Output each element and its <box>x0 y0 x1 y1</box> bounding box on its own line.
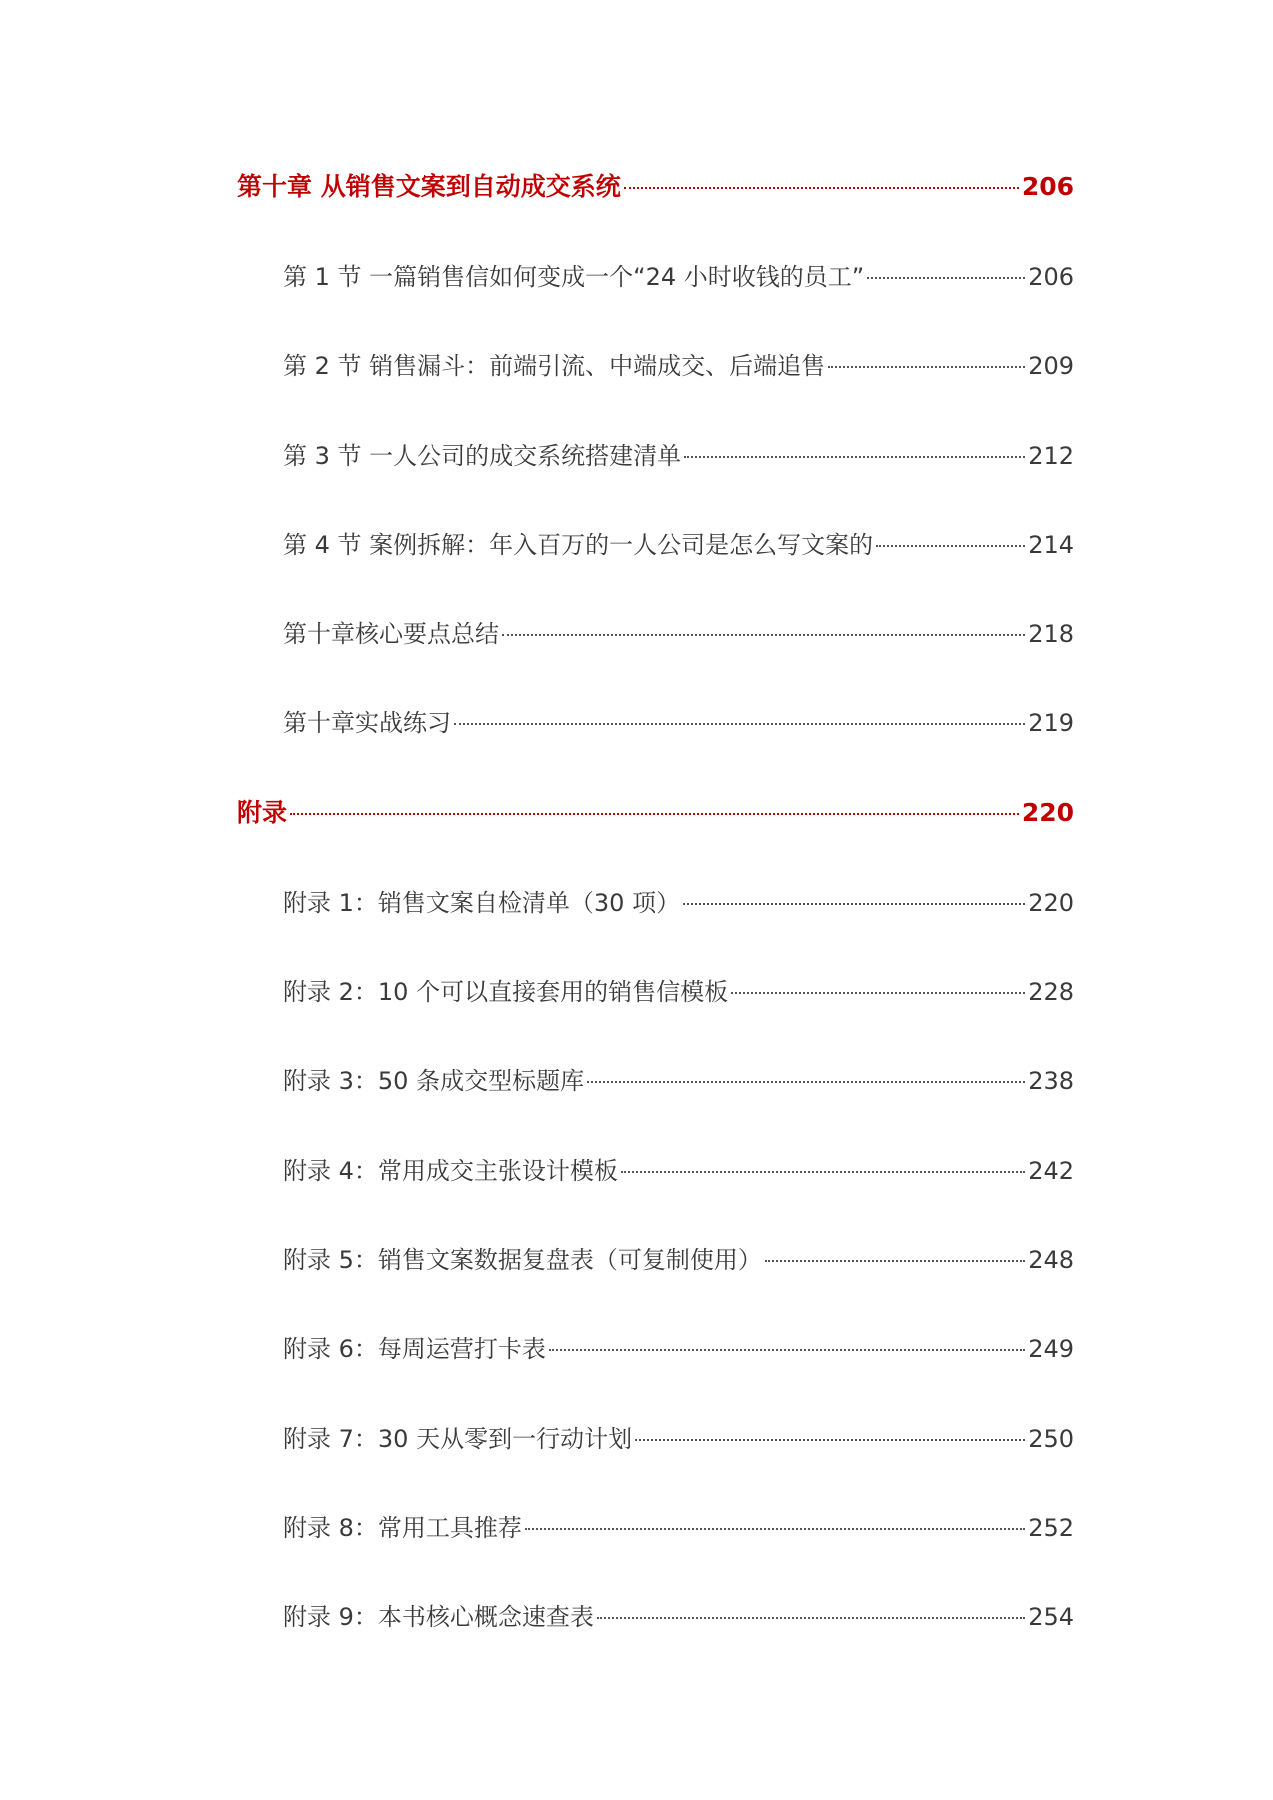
toc-page-number: 220 <box>1021 798 1074 827</box>
toc-section-4[interactable] <box>283 525 1074 565</box>
toc-page-number: 242 <box>1028 1157 1074 1185</box>
toc-appendix[interactable] <box>237 793 1074 833</box>
toc-leader-dots <box>597 1617 1025 1619</box>
toc-page-number: 254 <box>1028 1603 1074 1631</box>
toc-section-1[interactable] <box>283 257 1074 297</box>
toc-appendix-9[interactable] <box>283 1597 1074 1637</box>
toc-leader-dots <box>876 545 1025 547</box>
toc-section-practice[interactable] <box>283 703 1074 743</box>
toc-leader-dots <box>867 277 1025 279</box>
toc-section-2[interactable] <box>283 346 1074 386</box>
toc-page-number: 228 <box>1028 978 1074 1006</box>
toc-page-number: 220 <box>1028 889 1074 917</box>
toc-leader-dots <box>454 723 1025 725</box>
toc-appendix-1[interactable] <box>283 883 1074 923</box>
toc-page-number: 206 <box>1021 172 1074 201</box>
toc-page-number: 219 <box>1028 709 1074 737</box>
toc-section-title: 附录 4：常用成交主张设计模板 <box>283 1157 618 1185</box>
toc-section-title: 附录 7：30 天从零到一行动计划 <box>283 1425 633 1453</box>
toc-chapter-title: 附录 <box>237 798 288 827</box>
toc-page-number: 238 <box>1028 1067 1074 1095</box>
toc-page-number: 218 <box>1028 620 1074 648</box>
toc-section-3[interactable] <box>283 436 1074 476</box>
toc-page-number: 209 <box>1028 352 1074 380</box>
toc-section-title: 第十章实战练习 <box>283 709 451 737</box>
toc-leader-dots <box>549 1349 1025 1351</box>
toc-section-title: 附录 8：常用工具推荐 <box>283 1514 522 1542</box>
toc-chapter-10[interactable] <box>237 167 1074 207</box>
toc-section-title: 第 4 节 案例拆解：年入百万的一人公司是怎么写文案的 <box>283 531 874 559</box>
toc-page-number: 206 <box>1028 263 1074 291</box>
toc-page-number: 252 <box>1028 1514 1074 1542</box>
toc-leader-dots <box>765 1260 1025 1262</box>
toc-section-title: 附录 5：销售文案数据复盘表（可复制使用） <box>283 1246 762 1274</box>
toc-appendix-3[interactable] <box>283 1061 1074 1101</box>
toc-leader-dots <box>624 187 1019 189</box>
toc-leader-dots <box>290 813 1019 815</box>
toc-page-number: 249 <box>1028 1335 1074 1363</box>
toc-section-title: 附录 2：10 个可以直接套用的销售信模板 <box>283 978 729 1006</box>
toc-section-title: 第 2 节 销售漏斗：前端引流、中端成交、后端追售 <box>283 352 826 380</box>
toc-leader-dots <box>828 366 1025 368</box>
toc-appendix-6[interactable] <box>283 1329 1074 1369</box>
toc-leader-dots <box>635 1439 1025 1441</box>
toc-section-title: 附录 6：每周运营打卡表 <box>283 1335 546 1363</box>
toc-page-number: 248 <box>1028 1246 1074 1274</box>
toc-leader-dots <box>731 992 1025 994</box>
toc-page-number: 212 <box>1028 442 1074 470</box>
toc-page-number: 214 <box>1028 531 1074 559</box>
toc-appendix-8[interactable] <box>283 1508 1074 1548</box>
toc-appendix-4[interactable] <box>283 1151 1074 1191</box>
toc-leader-dots <box>525 1528 1025 1530</box>
toc-section-title: 附录 9：本书核心概念速查表 <box>283 1603 594 1631</box>
toc-appendix-2[interactable] <box>283 972 1074 1012</box>
toc-section-title: 附录 1：销售文案自检清单（30 项） <box>283 889 681 917</box>
toc-leader-dots <box>587 1081 1025 1083</box>
toc-section-title: 第 3 节 一人公司的成交系统搭建清单 <box>283 442 682 470</box>
toc-appendix-5[interactable] <box>283 1240 1074 1280</box>
toc-section-title: 附录 3：50 条成交型标题库 <box>283 1067 585 1095</box>
toc-leader-dots <box>502 634 1025 636</box>
toc-page-number: 250 <box>1028 1425 1074 1453</box>
toc-section-title: 第十章核心要点总结 <box>283 620 499 648</box>
toc-section-title: 第 1 节 一篇销售信如何变成一个“24 小时收钱的员工” <box>283 263 865 291</box>
toc-appendix-7[interactable] <box>283 1419 1074 1459</box>
toc-leader-dots <box>683 903 1025 905</box>
toc-section-summary[interactable] <box>283 614 1074 654</box>
toc-chapter-title: 第十章 从销售文案到自动成交系统 <box>237 172 621 201</box>
toc-leader-dots <box>684 456 1025 458</box>
toc-leader-dots <box>621 1171 1025 1173</box>
